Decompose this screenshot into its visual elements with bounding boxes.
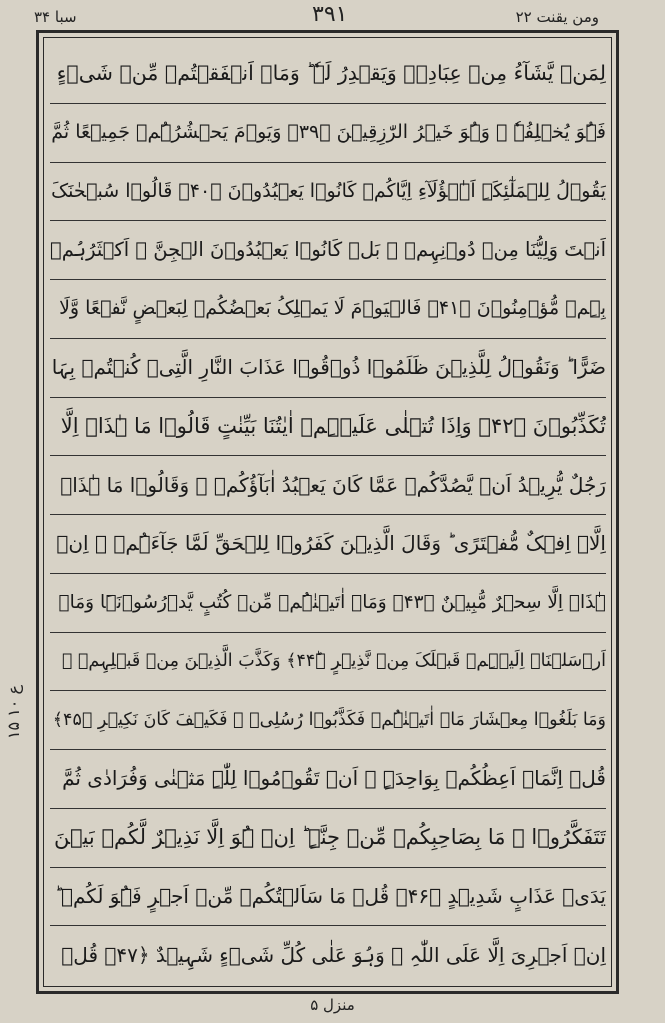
- surah-header: ومن یقنت ۲۲: [515, 8, 599, 26]
- line-rule: [50, 397, 606, 398]
- line-rule: [50, 690, 606, 691]
- line-rule: [50, 103, 606, 104]
- line-rule: [50, 749, 606, 750]
- verse-line: اَنۡتَ وَلِیُّنَا مِنۡ دُوۡنِہِمۡ ۚ بَلۡ کَانُوۡا یَعۡبُدُوۡنَ الۡجِنَّ ۚ اَکۡثَرُہُمۡ: [50, 238, 606, 262]
- verse-line: ہٰذَاۤ اِلَّا سِحۡرٌ مُّبِیۡنٌ ﴿۴۳﴾ وَمَاۤ اٰتَیۡنٰہُمۡ مِّنۡ کُتُبٍ یَّدۡرُسُوۡنَہَا وَمَاۤ: [58, 591, 606, 613]
- verse-line: اَرۡسَلۡنَاۤ اِلَیۡہِمۡ قَبۡلَکَ مِنۡ نَّذِیۡرٍ ﴿ؕ۴۴﴾ وَکَذَّبَ الَّذِیۡنَ مِنۡ قَبۡلِہِمۡ ۙ: [61, 650, 606, 671]
- line-rule: [50, 808, 606, 809]
- line-rule: [50, 867, 606, 868]
- line-rule: [50, 162, 606, 163]
- line-rule: [50, 514, 606, 515]
- verse-line: قُلۡ اِنَّمَاۤ اَعِظُکُمۡ بِوَاحِدَۃٍ ۚ اَنۡ تَقُوۡمُوۡا لِلّٰہِ مَثۡنٰی وَفُرَادٰی ثُمَّ: [62, 766, 606, 791]
- page-number: ۳۹۱: [312, 2, 348, 27]
- verse-line: وَمَا بَلَغُوۡا مِعۡشَارَ مَاۤ اٰتَیۡنٰہُمۡ فَکَذَّبُوۡا رُسُلِیۡ ۟ فَکَیۡفَ کَانَ نَکِیۡرِ ﴿۴۵﴾: [52, 709, 606, 730]
- line-rule: [50, 925, 606, 926]
- verse-line: یَدَیۡ عَذَابٍ شَدِیۡدٍ ﴿۴۶﴾ قُلۡ مَا سَاَلۡتُکُمۡ مِّنۡ اَجۡرٍ فَہُوَ لَکُمۡ ؕ: [54, 883, 606, 908]
- line-rule: [50, 279, 606, 280]
- verse-line: لِمَنۡ یَّشَآءُ مِنۡ عِبَادِہٖ وَیَقۡدِرُ لَہٗ ؕ وَمَاۤ اَنۡفَقۡتُمۡ مِّنۡ شَیۡءٍ: [56, 61, 606, 86]
- line-rule: [50, 632, 606, 633]
- ruku-margin-note: ع ۱۰ ۱۵: [4, 685, 23, 740]
- verse-line: فَہُوَ یُخۡلِفُہٗ ۚ وَہُوَ خَیۡرُ الرّٰزِقِیۡنَ ﴿۳۹﴾ وَیَوۡمَ یَحۡشُرُہُمۡ جَمِیۡعًا ثُمَّ: [51, 121, 606, 144]
- manzil-footer: منزل ۵: [310, 996, 355, 1014]
- line-rule: [50, 220, 606, 221]
- verse-line: اِلَّاۤ اِفۡکٌ مُّفۡتَرًی ؕ وَقَالَ الَّذِیۡنَ کَفَرُوۡا لِلۡحَقِّ لَمَّا جَآءَہُمۡ ۙ اِنۡ: [56, 531, 606, 556]
- verse-line: رَجُلٌ یُّرِیۡدُ اَنۡ یَّصُدَّکُمۡ عَمَّا کَانَ یَعۡبُدُ اٰبَآؤُکُمۡ ۚ وَقَالُوۡا مَا ہٰذَاۤ: [60, 472, 606, 497]
- verse-line: یَقُوۡلُ لِلۡمَلٰٓئِکَۃِ اَہٰۤؤُلَآءِ اِیَّاکُمۡ کَانُوۡا یَعۡبُدُوۡنَ ﴿۴۰﴾ قَالُوۡا سُبۡحٰنَکَ: [51, 179, 606, 202]
- verse-line: بِہِمۡ مُّؤۡمِنُوۡنَ ﴿۴۱﴾ فَالۡیَوۡمَ لَا یَمۡلِکُ بَعۡضُکُمۡ لِبَعۡضٍ نَّفۡعًا وَّلَا: [59, 297, 606, 320]
- verse-line: تَتَفَکَّرُوۡا ۟ مَا بِصَاحِبِکُمۡ مِّنۡ جِنَّۃٍ ؕ اِنۡ ہُوَ اِلَّا نَذِیۡرٌ لَّکُمۡ بَیۡنَ: [54, 825, 606, 850]
- para-header: سبا ۳۴: [34, 8, 77, 26]
- verse-line: اِنۡ اَجۡرِیَ اِلَّا عَلَی اللّٰہِ ۚ وَہُوَ عَلٰی کُلِّ شَیۡءٍ شَہِیۡدٌ ﴿۴۷﴾ قُلۡ: [61, 942, 606, 967]
- verse-line: ضَرًّا ؕ وَنَقُوۡلُ لِلَّذِیۡنَ ظَلَمُوۡا ذُوۡقُوۡا عَذَابَ النَّارِ الَّتِیۡ کُنۡتُمۡ بِہَا: [51, 355, 606, 380]
- verse-line: تُکَذِّبُوۡنَ ﴿۴۲﴾ وَاِذَا تُتۡلٰی عَلَیۡہِمۡ اٰیٰتُنَا بَیِّنٰتٍ قَالُوۡا مَا ہٰذَاۤ اِلَّا: [60, 413, 606, 438]
- line-rule: [50, 338, 606, 339]
- line-rule: [50, 573, 606, 574]
- line-rule: [50, 455, 606, 456]
